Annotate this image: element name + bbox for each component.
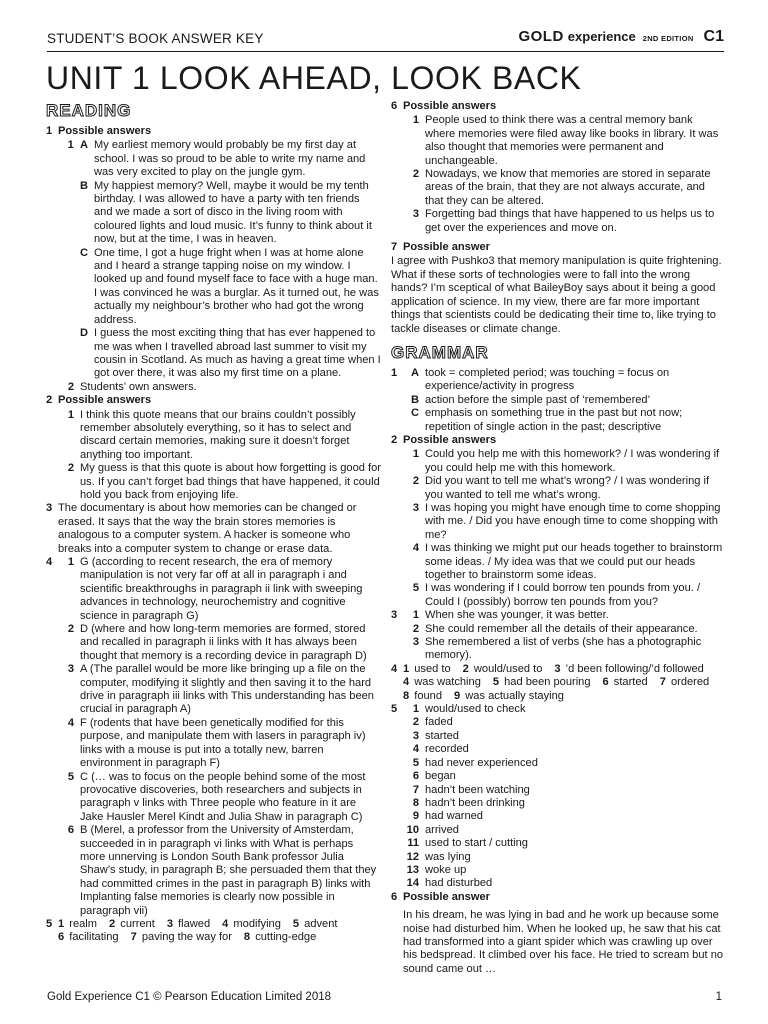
answer-text: She remembered a list of verbs (she has a photographic memory). bbox=[425, 636, 702, 662]
answer-item: 6 began bbox=[412, 770, 456, 783]
answer-item bbox=[58, 247, 381, 327]
answer-item: 1 A My earliest memory would probably be my first day at school. I was so proud to be able to write my name and was very excited to play on the jungle gym. bbox=[58, 139, 381, 179]
answer-text: Forgetting bad things that have happened to us helps us to get over the experiences and move on. bbox=[425, 208, 715, 234]
answer-text: I was wondering if I could borrow ten pounds from you. / Could I (possibly) borrow ten pounds from you? bbox=[425, 582, 701, 608]
exercise-title: Possible answers bbox=[58, 125, 152, 137]
item-number: 4 bbox=[412, 542, 419, 555]
copyright-footer: Gold Experience C1 © Pearson Education Limited 2018 bbox=[47, 991, 332, 1003]
item-number: 2 bbox=[412, 475, 419, 488]
unit-title: UNIT 1 LOOK AHEAD, LOOK BACK bbox=[46, 60, 582, 96]
logo-gold: GOLD bbox=[518, 28, 564, 45]
header-divider bbox=[47, 51, 724, 52]
answer-text: I guess the most exciting thing that has ever happened to me was when I travelled abroad last summer to visit my cousin in Scotland. As much as having a great time when I got over there, it was also my first time on a plane. bbox=[94, 327, 381, 380]
exercise-number: 5 bbox=[391, 703, 398, 716]
answer-item: 5 had never experienced bbox=[412, 756, 538, 769]
exercise-title: Possible answer bbox=[403, 241, 490, 254]
item-number: 1 bbox=[412, 114, 419, 127]
grammar-exercise-6 bbox=[391, 891, 724, 905]
answer-item bbox=[403, 582, 724, 609]
item-number: 3 bbox=[412, 501, 419, 514]
answer-item bbox=[403, 407, 724, 434]
answer-item: 11 used to start / cutting bbox=[407, 837, 528, 850]
item-letter: D bbox=[79, 327, 88, 340]
answer-item: 5 had been pouring bbox=[492, 676, 591, 689]
item-number: 1 bbox=[412, 609, 419, 622]
left-column bbox=[46, 100, 381, 980]
answer-item bbox=[403, 636, 724, 663]
answer-text: emphasis on something true in the past but not now; repetition of single action in the past; descriptive bbox=[425, 407, 683, 433]
answer-item bbox=[58, 462, 381, 502]
answer-item: 8 found bbox=[403, 689, 443, 702]
reading-exercise-2 bbox=[46, 394, 381, 502]
answer-item: 2 current bbox=[109, 917, 155, 930]
answer-item: 12 was lying bbox=[406, 850, 471, 863]
answer-item: 1 used to bbox=[403, 662, 451, 675]
answer-text: I think this quote means that our brains couldn’t possibly remember absolutely everything, so it has to select and discard certain memories, making sure it doesn’t forget anything too important. bbox=[80, 408, 356, 461]
answer-text: Did you want to tell me what’s wrong? / I was wondering if you wanted to tell me what’s wrong. bbox=[425, 475, 710, 501]
answer-item bbox=[403, 168, 724, 208]
grammar-exercise-5 bbox=[391, 703, 724, 891]
grammar-heading: GRAMMAR bbox=[391, 342, 489, 362]
reading-exercise-5 bbox=[46, 918, 381, 945]
answer-text: My guess is that this quote is about how forgetting is good for us. If you can’t forget bad things that have happened, it could hold you back from enjoying life. bbox=[80, 462, 381, 501]
answer-item: 9 was actually staying bbox=[454, 689, 564, 702]
answer-text: She could remember all the details of their appearance. bbox=[425, 622, 698, 635]
answer-item: 4 recorded bbox=[412, 743, 469, 756]
item-number: 2 bbox=[412, 622, 419, 635]
answer-text: A (The parallel would be more like bringing up a file on the computer, modifying it slightly and then saving it to the hard drive in paragraph iii links with This understanding has been crucial in paragraph A) bbox=[80, 663, 374, 716]
exercise-number: 1 bbox=[391, 366, 398, 379]
answer-item bbox=[403, 114, 724, 168]
exercise-number: 3 bbox=[46, 502, 53, 515]
exercise-number: 4 bbox=[46, 556, 53, 568]
item-letter: C bbox=[410, 407, 419, 420]
item-number: 1 bbox=[67, 139, 74, 152]
answer-text: F (rodents that have been genetically modified for this purpose, and manipulate them with lasers in paragraph iv) links with a mouse is put into a totally new, barren environment in paragraph F) bbox=[80, 716, 366, 770]
reading-exercise-1 bbox=[46, 125, 381, 394]
item-number: 3 bbox=[67, 663, 74, 676]
gold-experience-logo bbox=[518, 28, 724, 46]
answer-text: action before the simple past of ‘remembered’ bbox=[425, 393, 651, 406]
logo-level: C1 bbox=[703, 28, 724, 45]
answer-item bbox=[58, 663, 381, 717]
item-number: 5 bbox=[67, 770, 74, 783]
exercise-title: Possible answers bbox=[403, 100, 497, 112]
answer-item bbox=[58, 409, 381, 463]
answer-item bbox=[403, 448, 724, 475]
answer-item: 8 hadn’t been drinking bbox=[412, 796, 525, 809]
exercise-number: 6 bbox=[391, 100, 398, 112]
answer-text: G (according to recent research, the era of memory manipulation is not very far off at all in paragraph i and scientific breakthroughs in paragraph ii link with sweeping advances in technology, neurochemistry and cognitive science in paragraph G) bbox=[80, 556, 363, 622]
answer-item: 1 would/used to check bbox=[412, 703, 526, 716]
item-number: 1 bbox=[67, 556, 74, 568]
item-number: 2 bbox=[67, 623, 74, 636]
answer-text: My earliest memory would probably be my first day at school. I was so proud to be able to write my name and was very excited to play on the jungle gym. bbox=[94, 139, 366, 179]
answer-text: I agree with Pushko3 that memory manipulation is quite frightening. What if these sorts of technologies were to fall into the wrong hands? I’m sceptical of what BaileyBoy says about it being a good application of science. In my view, there are far more important things that scientists could be dedicating their time to, like trying to tackle diseases or climate change. bbox=[391, 255, 722, 335]
vocabulary-answers bbox=[58, 918, 381, 945]
answer-text: Students’ own answers. bbox=[80, 380, 197, 393]
answer-text: In his dream, he was lying in bad and he work up because some noise had disturbed him. When he looked up, he saw that his cat had transformed into a giant spider which was crawling up over his bedspread. It climbed over his face. He tried to scream but no sound came out … bbox=[403, 909, 724, 975]
answer-item: 14 had disturbed bbox=[406, 877, 493, 890]
header-label: STUDENT’S BOOK ANSWER KEY bbox=[47, 31, 264, 46]
answer-item bbox=[58, 556, 381, 623]
answer-item: 9 had warned bbox=[412, 810, 483, 823]
answer-item bbox=[58, 717, 381, 771]
reading-exercise-7 bbox=[391, 241, 724, 255]
answer-text: B (Merel, a professor from the University of Amsterdam, succeeded in in paragraph vi links with What is perhaps more unnerving is London South Bank professor Julia Shaw’s study, in paragraph B; she persuaded them that they had committed crimes in the past in paragraph B) links with Implanting false memories is clearly now possible in paragraph vii) bbox=[80, 824, 377, 917]
answer-item: 3 started bbox=[412, 729, 459, 742]
exercise-number: 6 bbox=[391, 890, 398, 903]
answer-item bbox=[58, 180, 381, 247]
logo-edition: 2ND EDITION bbox=[642, 34, 694, 43]
answer-item bbox=[403, 475, 724, 502]
answer-item: 6 started bbox=[602, 676, 648, 689]
answer-item: 4 was watching bbox=[403, 676, 481, 689]
exercise-number: 2 bbox=[391, 433, 398, 446]
answer-item bbox=[403, 208, 724, 235]
exercise-number: 5 bbox=[46, 917, 53, 930]
item-number: 5 bbox=[412, 582, 419, 595]
verb-form-answers bbox=[403, 663, 724, 703]
item-letter: B bbox=[79, 179, 88, 192]
page-number: 1 bbox=[715, 991, 722, 1003]
answer-item bbox=[58, 824, 381, 918]
answer-text: The documentary is about how memories can be changed or erased. It says that the way the brain stores memories is analogous to a computer system. A hacker is someone who breaks into a computer system to change or erase data. bbox=[58, 502, 357, 555]
answer-item: 4 modifying bbox=[222, 917, 281, 930]
answer-item bbox=[58, 327, 381, 381]
item-number: 1 bbox=[412, 448, 419, 461]
reading-exercise-4 bbox=[46, 556, 381, 918]
answer-text: When she was younger, it was better. bbox=[425, 609, 609, 622]
grammar-exercise-1 bbox=[391, 367, 724, 434]
answer-item: 8 cutting-edge bbox=[243, 931, 317, 944]
logo-experience: experience bbox=[567, 29, 636, 44]
reading-exercise-3 bbox=[46, 502, 381, 556]
answer-item bbox=[403, 609, 724, 622]
item-letter: A bbox=[410, 366, 419, 379]
exercise-title: Possible answer bbox=[403, 890, 490, 903]
answer-text: People used to think there was a central memory bank where memories were filed away like books in library. It was also thought that memories were permanent and unchangeable. bbox=[425, 114, 719, 167]
answer-item bbox=[403, 502, 724, 542]
item-number: 1 bbox=[67, 408, 74, 421]
answer-item: 10 arrived bbox=[406, 823, 459, 836]
exercise-number: 3 bbox=[391, 609, 398, 622]
exercise-number: 2 bbox=[46, 394, 53, 407]
grammar-exercise-3 bbox=[391, 609, 724, 663]
answer-item: 7 ordered bbox=[659, 676, 710, 689]
right-column bbox=[391, 100, 724, 980]
answer-item: 2 would/used to bbox=[462, 662, 543, 675]
answer-text: Nowadays, we know that memories are stored in separate areas of the brain, that they are not always accurate, and that they can be altered. bbox=[425, 168, 711, 207]
exercise-title: Possible answers bbox=[58, 394, 152, 407]
answer-item: 6 facilitating bbox=[58, 931, 119, 944]
answer-item bbox=[403, 623, 724, 636]
item-letter: C bbox=[79, 246, 88, 259]
grammar-exercise-4 bbox=[391, 663, 724, 703]
answer-text: One time, I got a huge fright when I was at home alone and I heard a strange tapping noise on my window. I looked up and found myself face to face with a huge man. I was convinced he was a burglar. As it turned out, he was actually my neighbour’s brother who had got the wrong address. bbox=[94, 246, 379, 326]
answer-text: Could you help me with this homework? / I was wondering if you could help me with this homework. bbox=[425, 448, 720, 474]
answer-item bbox=[58, 381, 381, 394]
item-number: 6 bbox=[67, 824, 74, 837]
grammar-exercise-2 bbox=[391, 434, 724, 609]
answer-item: 13 woke up bbox=[406, 863, 467, 876]
answer-item: 3 ’d been following/’d followed bbox=[554, 662, 704, 675]
item-number: 3 bbox=[412, 636, 419, 649]
item-number: 2 bbox=[412, 168, 419, 181]
item-letter: B bbox=[410, 393, 419, 406]
answer-item: 7 paving the way for bbox=[130, 931, 232, 944]
exercise-number: 4 bbox=[391, 662, 398, 675]
answer-text: C (… was to focus on the people behind some of the most provocative discoveries, both researchers and subjects in paragraph v links with Three people who feature in it are Jake Hausler Merel Kindt and Julia Shaw in paragraph C) bbox=[80, 770, 366, 823]
answer-item bbox=[403, 367, 724, 394]
reading-heading: READING bbox=[46, 101, 132, 120]
answer-text: D (where and how long-term memories are formed, stored and recalled in paragraph ii links with It has always been thought that memory is a recording device in paragraph D) bbox=[80, 623, 367, 662]
answer-item: 2 faded bbox=[412, 716, 453, 729]
item-number: 2 bbox=[67, 380, 74, 393]
answer-item bbox=[58, 623, 381, 663]
item-number: 4 bbox=[67, 716, 74, 729]
answer-text: I was thinking we might put our heads together to brainstorm some ideas. / My idea was that we could put our heads together to brainstorm some ideas. bbox=[425, 542, 723, 581]
answer-text: I was hoping you might have enough time to come shopping with me. / Did you have enough time to come shopping with me? bbox=[425, 501, 721, 541]
item-number: 2 bbox=[67, 462, 74, 475]
answer-item: 7 hadn’t been watching bbox=[412, 783, 530, 796]
answer-item: 1 realm bbox=[58, 917, 98, 930]
answer-item: 3 flawed bbox=[166, 917, 211, 930]
answer-item bbox=[403, 394, 724, 407]
exercise-number: 1 bbox=[46, 125, 53, 137]
answer-item bbox=[58, 771, 381, 825]
exercise-number: 7 bbox=[391, 241, 398, 254]
answer-text: My happiest memory? Well, maybe it would be my tenth birthday. I was allowed to have a party with ten friends and we made a sort of disco in the living room with coloured lights and loud music. It’s funny to think about it now, but at the time, I was in heaven. bbox=[94, 179, 372, 246]
item-number: 3 bbox=[412, 208, 419, 221]
answer-item bbox=[403, 542, 724, 582]
exercise-title: Possible answers bbox=[403, 433, 497, 446]
answer-text: took = completed period; was touching = focus on experience/activity in progress bbox=[425, 366, 670, 393]
reading-exercise-6 bbox=[391, 100, 724, 235]
answer-item: 5 advent bbox=[292, 917, 338, 930]
